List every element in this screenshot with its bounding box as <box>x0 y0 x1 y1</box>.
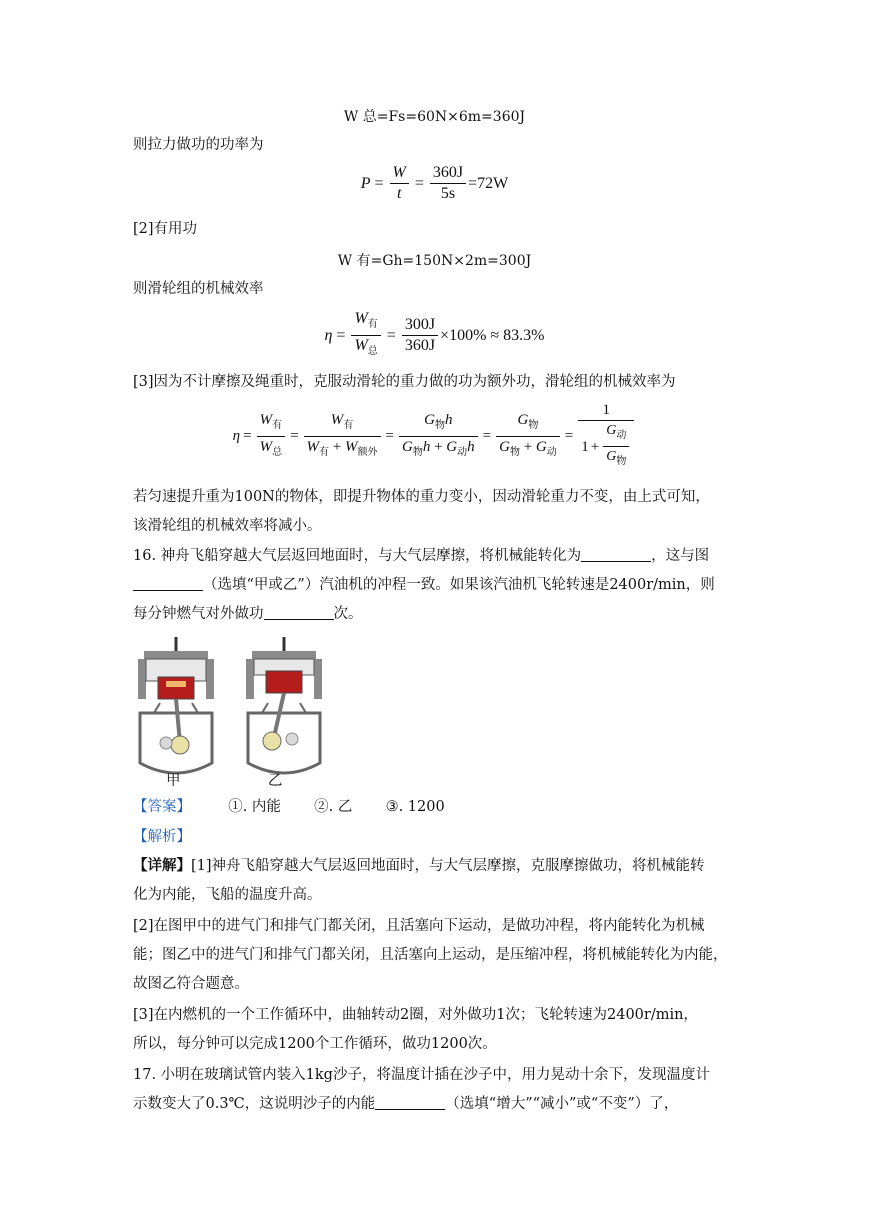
extra-work-text: [3]因为不计摩擦及绳重时，克服动滑轮的重力做的功为额外功，滑轮组的机械效率为 <box>133 374 676 390</box>
efficiency-intro: 则滑轮组的机械效率 <box>133 281 264 297</box>
detail-p2-line-3: 故图乙符合题意。 <box>133 976 249 992</box>
power-intro: 则拉力做功的功率为 <box>133 137 264 153</box>
question-16-line-3: 每分钟燃气对外做功 次。 <box>133 606 363 622</box>
engine-diagrams <box>130 633 330 793</box>
answer-blank-2[interactable] <box>133 576 203 591</box>
figure-label-yi: 乙 <box>268 773 283 789</box>
question-17-line-1: 17. 小明在玻璃试管内装入1kg沙子，将温度计插在沙子中，用力晃动十余下，发现温度计 <box>133 1067 710 1083</box>
power-symbol: P <box>360 174 371 192</box>
equals-sign: = <box>414 174 424 192</box>
detail-p3-line-1: [3]在内燃机的一个工作循环中，曲轴转动2圈，对外做功1次；飞轮转速为2400r/min， <box>133 1007 698 1023</box>
question-16-line-1: 16. 神舟飞船穿越大气层返回地面时，与大气层摩擦，将机械能转化为 ，这与图 <box>133 548 710 564</box>
numerator-value: 360J <box>430 163 466 184</box>
detail-p3-line-2: 所以，每分钟可以完成1200个工作循环，做功1200次。 <box>133 1036 497 1052</box>
detail-p2-line-2: 能；图乙中的进气门和排气门都关闭，且活塞向上运动，是压缩冲程，将机械能转化为内能， <box>133 947 728 963</box>
numerator-w: W <box>390 163 409 184</box>
total-work-equation: W 总=Fs=60N×6m=360J <box>343 109 526 125</box>
engine-jia-diagram <box>138 637 214 773</box>
answer-line <box>133 797 445 817</box>
power-result: =72W <box>468 174 509 192</box>
denominator-t: t <box>396 185 402 202</box>
answer-blank-1[interactable] <box>581 547 651 562</box>
detail-p1-line-2: 化为内能，飞船的温度升高。 <box>133 887 322 903</box>
answer-blank-4[interactable] <box>375 1095 445 1110</box>
engine-yi-diagram <box>246 637 322 773</box>
power-equation <box>0 163 869 204</box>
efficiency-value-fraction: $\frac{300J}{360J}$ <box>402 315 438 356</box>
answer-2: ②. 乙 <box>314 799 353 815</box>
answer-tag: 【答案】 <box>133 799 191 815</box>
useful-work-label: [2]有用功 <box>133 221 198 237</box>
detail-tag: 【详解】 <box>133 857 191 874</box>
figure-label-jia: 甲 <box>166 773 181 789</box>
conclusion-line-2: 该滑轮组的机械效率将减小。 <box>133 518 322 534</box>
detail-p2-line-1: [2]在图甲中的进气门和排气门都关闭，且活塞向下运动，是做功冲程，将内能转化为机械 <box>133 918 705 934</box>
efficiency-result: ×100% ≈ 83.3% <box>440 326 545 344</box>
equals-sign: = <box>374 174 384 192</box>
efficiency-derivation: η = $\frac{W_有}{W_总}$ = $\frac{W_有}{W_有 + W_{额外}}$ = $\frac{G_物h}{G_物h + G_动h}$ = $\frac{G_物}{G_物 + G_动}$ = 1 1 + $\frac{G_动}{G_物}$ <box>0 400 869 472</box>
conclusion-line-1: 若匀速提升重为100N的物体，即提升物体的重力变小，因动滑轮重力不变，由上式可知， <box>133 489 710 505</box>
answer-1: ①. 内能 <box>228 799 281 815</box>
detail-p1-line-1: 【详解】[1]神舟飞船穿越大气层返回地面时，与大气层摩擦，克服摩擦做功，将机械能转 <box>133 857 705 874</box>
answer-blank-3[interactable] <box>264 605 334 620</box>
denominator-value: 5s <box>440 185 456 202</box>
value-fraction <box>430 163 466 204</box>
work-ratio-fraction: $\frac{W_有}{W_总}$ <box>351 309 380 362</box>
useful-work-equation: W 有=Gh=150N×2m=300J <box>337 253 532 269</box>
analysis-tag: 【解析】 <box>133 829 191 845</box>
efficiency-equation: η = $\frac{W_有}{W_总}$ = $\frac{300J}{360J}$ ×100% ≈ 83.3% <box>0 309 869 362</box>
answer-3: ③. 1200 <box>385 799 445 815</box>
question-16-line-2: （选填“甲或乙”）汽油机的冲程一致。如果该汽油机飞轮转速是2400r/min，则 <box>133 575 715 595</box>
question-17-line-2: 示数变大了0.3℃，这说明沙子的内能 （选填“增大”“减小”或“不变”）了， <box>133 1096 679 1112</box>
w-over-t-fraction <box>390 163 409 204</box>
eta-symbol: η <box>324 326 333 344</box>
